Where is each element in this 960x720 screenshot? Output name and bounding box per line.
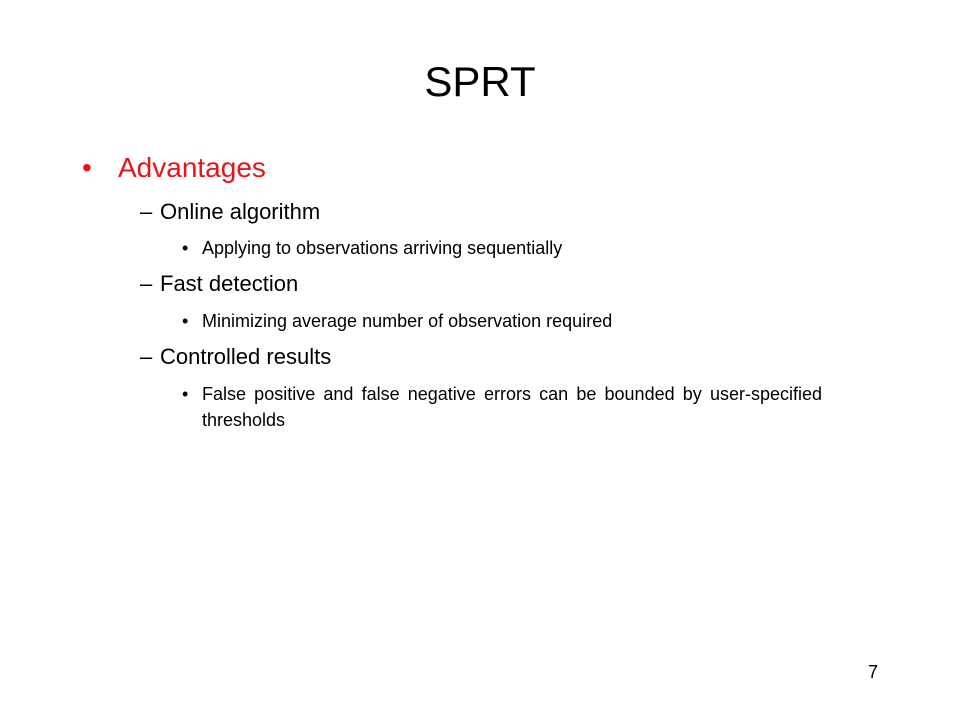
detail-text: Applying to observations arriving sequentially [202, 238, 563, 258]
dash-marker: – [140, 271, 153, 296]
detail-bullet: • [182, 311, 189, 331]
bullet-marker: • [82, 152, 92, 183]
page-number: 7 [867, 662, 878, 682]
subitem-text: Online algorithm [160, 199, 321, 224]
subitem-text: Controlled results [160, 344, 332, 369]
detail-text: False positive and false negative errors can be bounded by user-specified thresholds [202, 384, 822, 430]
detail-text: Minimizing average number of observation required [202, 311, 613, 331]
subitem-text: Fast detection [160, 271, 299, 296]
detail-bullet: • [182, 384, 189, 404]
dash-marker: – [140, 344, 153, 369]
dash-marker: – [140, 199, 153, 224]
bullet-text: Advantages [118, 152, 266, 183]
slide-title: SPRT [424, 58, 536, 105]
detail-bullet: • [182, 238, 189, 258]
